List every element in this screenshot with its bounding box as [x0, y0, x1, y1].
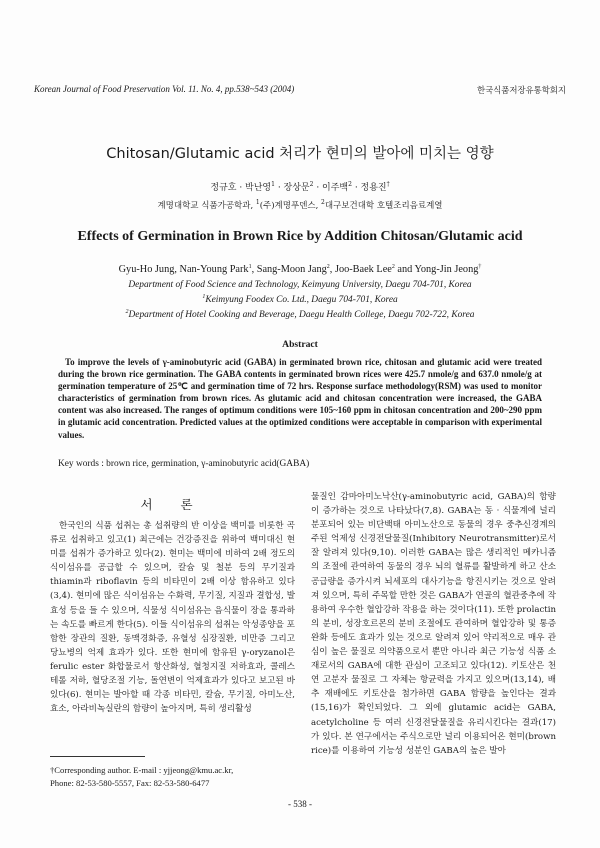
affiliation-english-1	[0, 280, 600, 290]
footnote-line: †Corresponding author. E-mail : yjjeong@kmu.ac.kr,	[50, 765, 234, 775]
affiliation-mark: 1	[271, 181, 275, 188]
affiliation-english-3	[0, 310, 600, 320]
author-name: and Yong-Jin Jeong	[394, 264, 479, 275]
society-name: 한국식품저장유통학회지	[477, 85, 566, 95]
author-name: , Joo-Baek Lee	[329, 264, 392, 275]
intro-left-column: 한국인의 식품 섭취는 총 섭취량의 반 이상을 백미를 비롯한 곡류로 섭취하고 있고(1) 최근에는 건강증진을 위하여 백미대신 현미를 섭취가 증가하고 있다(2). 현미는 백미에 비하여 2배 정도의 식이섬유를 공급할 수 있으며, 칼슘 및 철분 등의 무기질과 thiamin과 riboflavin 등의 비타민이 2배 이상 함유하고 있다(3,4). 현미에 많은 식이섬유는 수화력, 무기질, 지질과 결합성, 발효성 등을 들 수 있으며, 식물성 식이섬유는 음식물이 장을 통과하는 속도를 빠르게 한다(5). 이들 식이섬유의 섭취는 악성종양을 포함한 장관의 질환, 동맥경화증, 유혈성 심장질환, 비만증 그리고 당뇨병의 억제 효과가 있다. 또한 현미에 함유된 γ-oryzanol은 ferulic ester 화합물로서 항산화성, 혈청지질 저하효과, 콜레스테롤 저하, 혈당조절 기능, 돌연변이 억제효과가 있다고 보고된 바 있다(6). 현미는 발아할 때 각종 비타민, 칼슘, 무기질, 아미노산, 효소, 아라비녹실란의 함량이 높아지며, 특히 생리활성	[50, 521, 295, 715]
keywords-text: brown rice, germination, γ-aminobutyric acid(GABA)	[103, 459, 310, 469]
author-name: · 이주백	[313, 183, 349, 193]
affiliation: 대구보건대학 호텔조리음료계열	[324, 201, 443, 211]
author-name: · 정용진	[351, 183, 387, 193]
affiliation-mark: 1	[255, 199, 260, 206]
author-name: · 장상문	[274, 183, 310, 193]
affiliation-text: Keimyung Foodex Co. Ltd., Daegu 704-701, Korea	[205, 295, 398, 305]
abstract-heading: Abstract	[282, 339, 318, 350]
affiliation-mark: 2	[125, 309, 129, 315]
affiliation-english-2	[0, 295, 600, 305]
footnote-divider	[50, 756, 145, 757]
intro-right-column: 물질인 감마아미노낙산(γ-aminobutyric acid, GABA)의 함량이 증가하는 것으로 나타났다(7,8). GABA는 동 · 식물계에 널리 분포되어 있는 비단백태 아미노산으로 동물의 경우 중추신경계의 주된 억제성 신경전달물질(Inhibitory Neurotransmitter)로서 잘 알려져 있다(9,10). 이러한 GABA는 많은 생리적인 메카니즘의 조절에 관여하여 동물의 경우 뇌의 혈류를 활발하게 하고 산소공급량을 증가시켜 뇌세포의 대사기능을 항진시키는 것으로 알려져 있으며, 특히 주목할 만한 것은 GABA가 연골의 혈관중추에 작용하여 우수한 혈압강하 작용을 하는 것이다(11). 또한 prolactin의 분비, 성장호르몬의 분비 조절에도 관여하며 혈압강하 및 통증완화 등에도 효과가 있는 것으로 알려져 있어 약리적으로 매우 관심이 높은 물질로 의약품으로서 뿐만 아니라 최근 기능성 식품 소재로서의 GABA에 대한 관심이 고조되고 있다(12). 키토산은 천연 고분자 물질로 그 자체는 항균력을 가지고 있으며(13,14), 배추 재배에도 키토산을 첨가하면 GABA 함량을 높인다는 결과(15,16)가 확인되었다. 그 외에 glutamic acid는 GABA, acetylcholine 등 여러 신경전달물질을 유리시킨다는 결과(17)가 있다. 본 연구에서는 주식으로만 널리 이용되어온 현미(brown rice)를 이용하여 기능성 성분인 GABA의 높은 발아	[311, 492, 556, 756]
author-name: Gyu-Ho Jung, Nan-Young Park	[118, 264, 249, 275]
affiliation: (주)계명푸덴스,	[259, 201, 322, 211]
affiliation-text: Department of Food Science and Technology, Keimyung University, Daegu 704-701, Korea	[128, 280, 472, 290]
affiliation-mark: 2	[309, 181, 314, 188]
journal-citation: Korean Journal of Food Preservation Vol. 11. No. 4, pp.538~543 (2004)	[34, 84, 295, 94]
affiliation-mark: 1	[248, 264, 252, 270]
title-english: Effects of Germination in Brown Rice by Addition Chitosan/Glutamic acid	[77, 229, 523, 244]
affiliation-mark: 2	[348, 181, 352, 188]
affiliation-mark: 2	[321, 199, 325, 206]
affiliation-mark: 2	[391, 264, 395, 270]
footnote	[50, 764, 300, 790]
author-name: 정규호 · 박난영	[210, 183, 272, 193]
authors-english	[0, 264, 600, 275]
section-title: 서 론	[140, 497, 205, 512]
corresponding-mark: †	[478, 264, 482, 270]
keywords	[58, 459, 542, 469]
page-number: - 538 -	[288, 799, 312, 809]
corresponding-mark: †	[386, 181, 390, 188]
affiliation-mark: 2	[326, 264, 330, 270]
author-name: , Sang-Moon Jang	[251, 264, 327, 275]
abstract-body: To improve the levels of γ-aminobutyric acid (GABA) in germinated brown rice, chitosan and glutamic acid were treated during the brown rice germination. The GABA contents in germinated brown rices were 425.7 nmole/g and 637.0 nmole/g at germination temperature of 25℃ and germination time of 72 hrs. Response surface methodology(RSM) was used to monitor characteristics of germination from brown rices. As glutamic acid and chitosan concentration were increased, the GABA content was also increased. The ranges of optimum conditions were 105~160 ppm in chitosan concentration and 200~290 ppm in glutamic acid concentration. Predicted values at the optimized conditions were acceptable in comparison with experimental values.	[58, 357, 542, 440]
title-korean: Chitosan/Glutamic acid 처리가 현미의 발아에 미치는 영향	[106, 146, 494, 162]
keywords-label: Key words :	[58, 459, 104, 469]
affiliations-korean	[0, 199, 600, 211]
affiliation-text: Department of Hotel Cooking and Beverage, Daegu Health College, Daegu 702-722, Korea	[128, 310, 475, 320]
authors-korean	[0, 180, 600, 193]
affiliation: 계명대학교 식품가공학과,	[157, 201, 256, 211]
footnote-line: Phone: 82-53-580-5557, Fax: 82-53-580-6477	[50, 778, 210, 788]
running-header	[34, 84, 566, 96]
affiliation-mark: 1	[202, 294, 206, 300]
